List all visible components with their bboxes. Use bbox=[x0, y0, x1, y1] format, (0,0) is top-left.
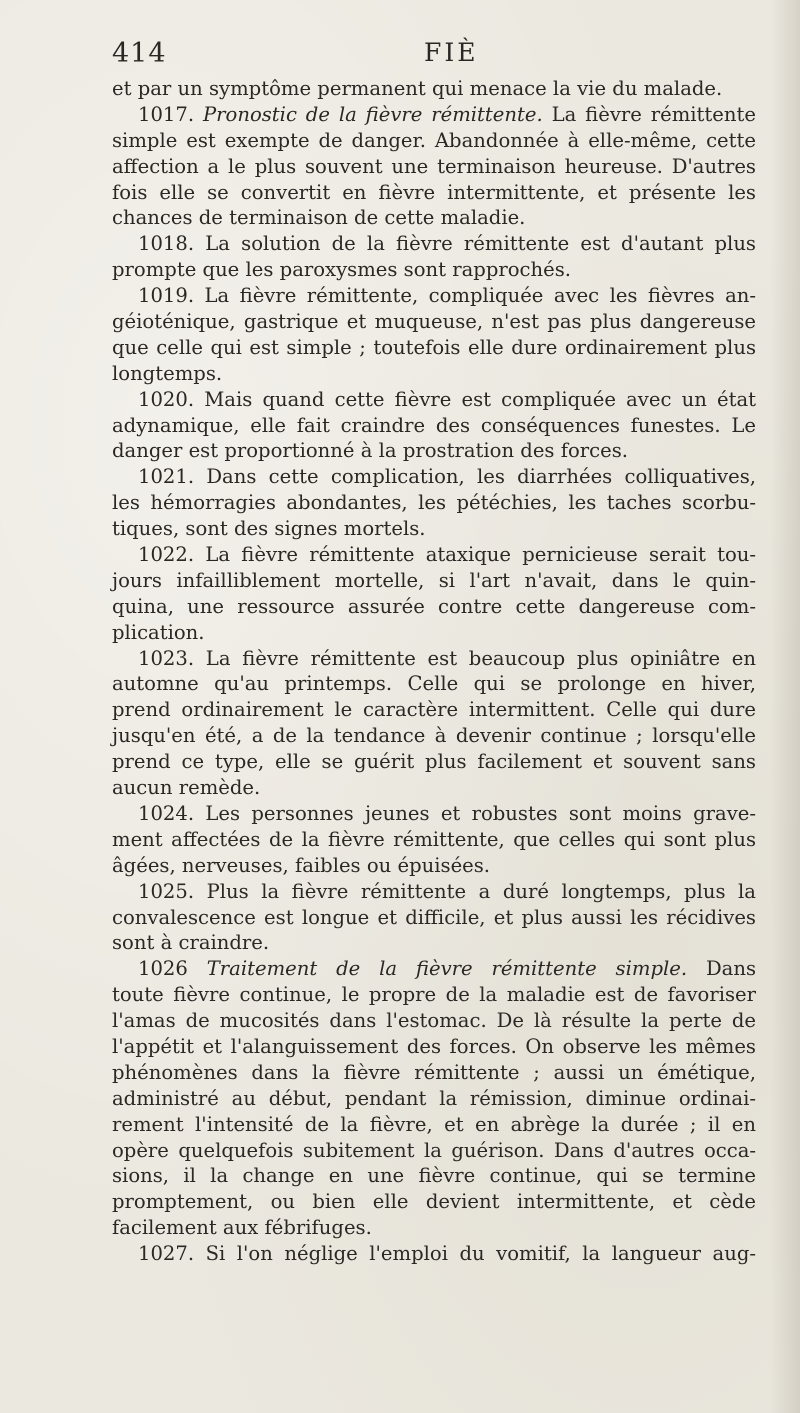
text-line: aucun remède. bbox=[112, 776, 261, 800]
text-line: facilement aux fébrifuges. bbox=[112, 1216, 372, 1240]
page-header bbox=[112, 38, 762, 74]
text-line: chances de terminaison de cette maladie. bbox=[112, 206, 526, 230]
running-head: FIÈ bbox=[424, 38, 479, 67]
text-line: prend ordinairement le caractère intermittent. Celle qui dure bbox=[112, 698, 756, 722]
text-line: adynamique, elle fait craindre des conséquences funestes. Le bbox=[112, 413, 756, 437]
text-fragment: 1026 bbox=[138, 957, 207, 981]
text-fragment: La fièvre rémittente bbox=[542, 102, 756, 126]
page-edge-shadow bbox=[770, 0, 800, 1413]
text-line: affection a le plus souvent une terminaison heureuse. D'autres bbox=[112, 154, 756, 178]
text-line: géioténique, gastrique et muqueuse, n'est pas plus dangereuse bbox=[112, 310, 756, 334]
text-line: 1019. La fièvre rémittente, compliquée avec les fièvres an- bbox=[138, 284, 756, 308]
text-fragment: Dans bbox=[687, 957, 757, 981]
text-line: et par un symptôme permanent qui menace la vie du malade. bbox=[112, 77, 723, 100]
text-line: que celle qui est simple ; toutefois elle dure ordinairement plus bbox=[112, 335, 756, 359]
text-line: opère quelquefois subitement la guérison. Dans d'autres occa- bbox=[112, 1138, 756, 1162]
body-text bbox=[112, 76, 756, 1267]
text-line: 1021. Dans cette complication, les diarrhées colliquatives, bbox=[138, 465, 756, 489]
text-line: phénomènes dans la fièvre rémittente ; aussi un émétique, bbox=[112, 1060, 756, 1084]
text-line: administré au début, pendant la rémission, diminue ordinai- bbox=[112, 1086, 756, 1110]
text-line: jusqu'en été, a de la tendance à devenir continue ; lorsqu'elle bbox=[112, 724, 756, 748]
text-line: longtemps. bbox=[112, 361, 223, 385]
text-line bbox=[112, 102, 756, 128]
text-line: prompte que les paroxysmes sont rapprochés. bbox=[112, 258, 572, 282]
text-line: automne qu'au printemps. Celle qui se prolonge en hiver, bbox=[112, 672, 756, 696]
text-line: 1027. Si l'on néglige l'emploi du vomitif, la langueur aug- bbox=[138, 1242, 756, 1266]
section-heading: Pronostic de la fièvre rémittente. bbox=[202, 102, 543, 126]
text-line: simple est exempte de danger. Abandonnée à elle-même, cette bbox=[112, 128, 756, 152]
text-line: 1022. La fièvre rémittente ataxique pernicieuse serait tou- bbox=[138, 543, 756, 567]
text-line: 1023. La fièvre rémittente est beaucoup plus opiniâtre en bbox=[138, 646, 756, 670]
text-line: 1018. La solution de la fièvre rémittente est d'autant plus bbox=[138, 232, 756, 256]
text-line: convalescence est longue et difficile, et plus aussi les récidives bbox=[112, 905, 756, 929]
text-line: sions, il la change en une fièvre continue, qui se termine bbox=[112, 1164, 756, 1188]
text-line: âgées, nerveuses, faibles ou épuisées. bbox=[112, 853, 491, 877]
text-line: promptement, ou bien elle devient intermittente, et cède bbox=[112, 1190, 756, 1214]
text-line: sont à craindre. bbox=[112, 931, 270, 955]
text-line: prend ce type, elle se guérit plus facilement et souvent sans bbox=[112, 750, 756, 774]
text-line: 1020. Mais quand cette fièvre est compliquée avec un état bbox=[138, 387, 756, 411]
text-line: les hémorragies abondantes, les pétéchies, les taches scorbu- bbox=[112, 491, 756, 515]
text-line: fois elle se convertit en fièvre intermittente, et présente les bbox=[112, 180, 756, 204]
text-line: plication. bbox=[112, 620, 205, 644]
text-line: rement l'intensité de la fièvre, et en abrège la durée ; il en bbox=[112, 1112, 756, 1136]
page-number: 414 bbox=[112, 38, 167, 69]
text-line bbox=[112, 956, 756, 982]
text-line: 1024. Les personnes jeunes et robustes sont moins grave- bbox=[138, 801, 756, 825]
text-line: danger est proportionné à la prostration des forces. bbox=[112, 439, 628, 463]
text-line: ment affectées de la fièvre rémittente, que celles qui sont plus bbox=[112, 827, 756, 851]
text-line: jours infailliblement mortelle, si l'art n'avait, dans le quin- bbox=[112, 568, 756, 592]
text-line: toute fièvre continue, le propre de la maladie est de favoriser bbox=[112, 983, 756, 1007]
text-line: l'amas de mucosités dans l'estomac. De là résulte la perte de bbox=[112, 1009, 756, 1033]
text-line: tiques, sont des signes mortels. bbox=[112, 517, 426, 541]
text-line: quina, une ressource assurée contre cette dangereuse com- bbox=[112, 594, 756, 618]
text-line: l'appétit et l'alanguissement des forces. On observe les mêmes bbox=[112, 1034, 756, 1058]
section-heading: Traitement de la fièvre rémittente simple. bbox=[206, 957, 688, 981]
text-fragment: 1017. bbox=[138, 102, 203, 126]
text-line: 1025. Plus la fièvre rémittente a duré longtemps, plus la bbox=[138, 879, 756, 903]
